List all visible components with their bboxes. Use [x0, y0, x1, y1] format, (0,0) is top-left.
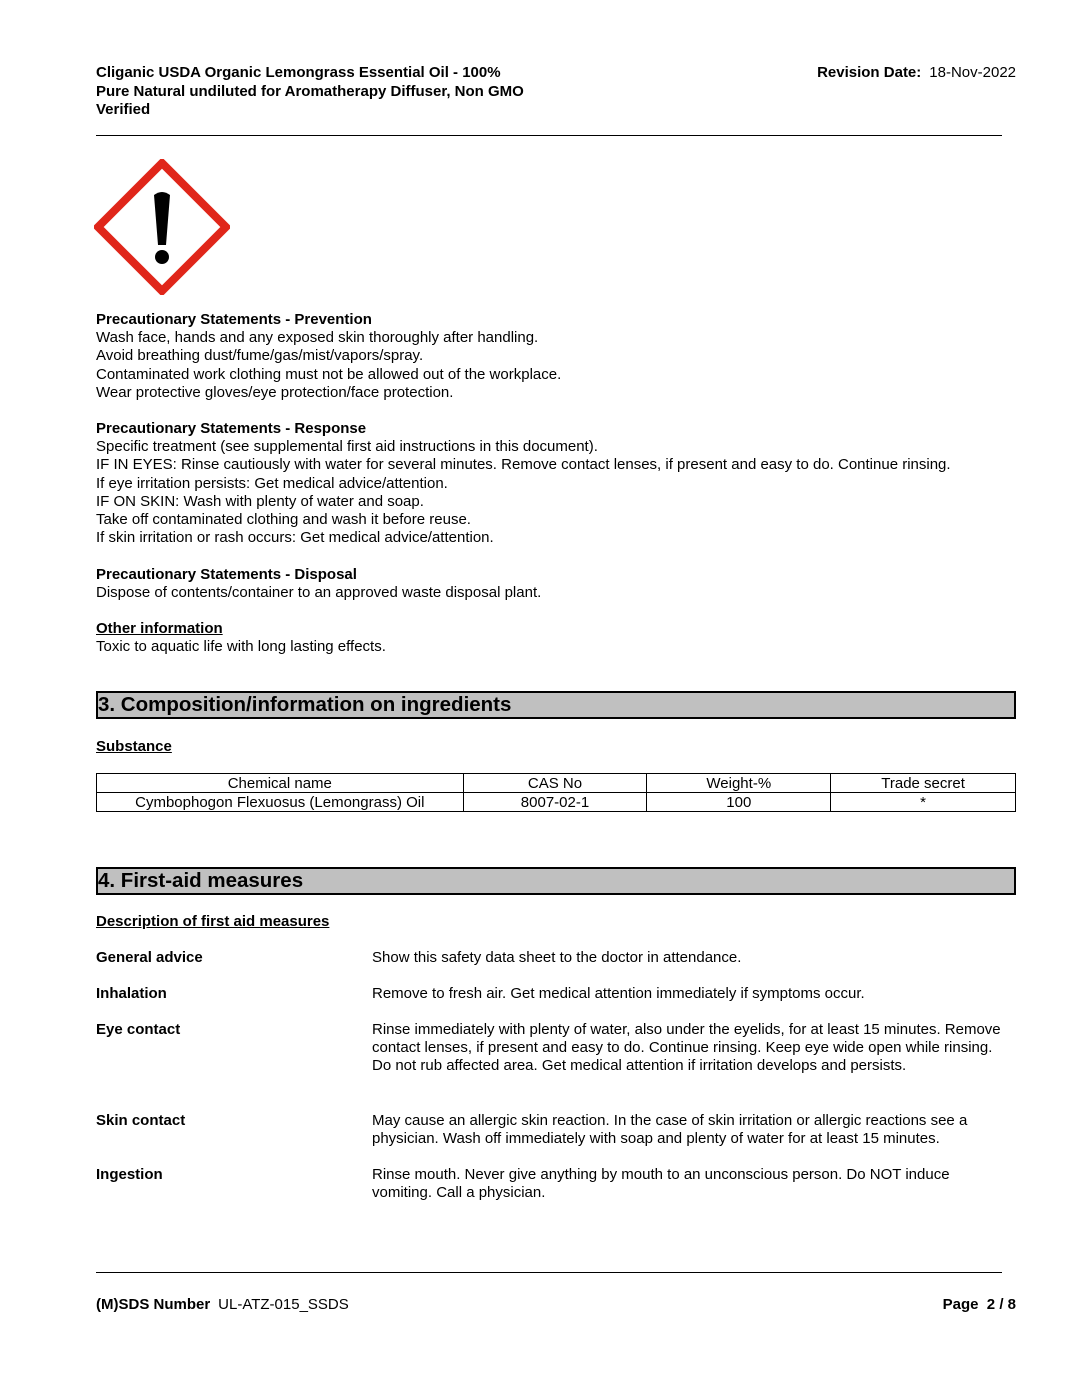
sds-number — [96, 1296, 349, 1314]
cell-trade-secret: * — [831, 793, 1016, 812]
first-aid-label: Skin contact — [96, 1112, 186, 1129]
response-line: IF ON SKIN: Wash with plenty of water and soap. — [96, 492, 424, 510]
first-aid-text: Rinse mouth. Never give anything by mouth to an unconscious person. Do NOT induce vomiting. Call a physician. — [372, 1166, 950, 1202]
first-aid-item — [96, 1112, 1016, 1152]
cell-cas-no: 8007-02-1 — [463, 793, 647, 812]
first-aid-label: Eye contact — [96, 1021, 181, 1038]
other-info-heading: Other information — [96, 620, 223, 637]
response-line: If eye irritation persists: Get medical advice/attention. — [96, 474, 448, 492]
page-number: Page 2 / 8 — [942, 1296, 1016, 1313]
prevention-block — [96, 311, 1016, 402]
disposal-block — [96, 566, 1016, 602]
section-4-title: 4. First-aid measures — [96, 867, 1016, 895]
first-aid-text: May cause an allergic skin reaction. In the case of skin irritation or allergic reactions see a physician. Wash off immediately with soap and plenty of water for at least 15 minutes. — [372, 1112, 968, 1148]
product-title-line-1: Cliganic USDA Organic Lemongrass Essential Oil - 100% — [96, 64, 501, 81]
revision-date-label: Revision Date: — [817, 64, 922, 81]
prevention-line: Contaminated work clothing must not be allowed out of the workplace. — [96, 365, 562, 383]
prevention-heading: Precautionary Statements - Prevention — [96, 311, 372, 328]
sds-number-label: (M)SDS Number — [96, 1296, 211, 1313]
composition-table — [96, 773, 1016, 812]
prevention-line: Avoid breathing dust/fume/gas/mist/vapors/spray. — [96, 347, 424, 365]
cell-weight: 100 — [647, 793, 831, 812]
footer-divider — [96, 1272, 1002, 1273]
first-aid-label: Inhalation — [96, 985, 167, 1002]
substance-label: Substance — [96, 738, 172, 755]
product-title — [96, 64, 616, 120]
revision-date — [817, 64, 1016, 82]
column-header-weight: Weight-% — [647, 774, 831, 793]
prevention-line: Wear protective gloves/eye protection/face protection. — [96, 383, 454, 401]
column-header-cas-no: CAS No — [463, 774, 647, 793]
first-aid-text: Remove to fresh air. Get medical attention immediately if symptoms occur. — [372, 985, 865, 1002]
section-3-title: 3. Composition/information on ingredients — [96, 691, 1016, 719]
disposal-heading: Precautionary Statements - Disposal — [96, 566, 357, 583]
cell-chemical-name: Cymbophogon Flexuosus (Lemongrass) Oil — [97, 793, 464, 812]
revision-date-value: 18-Nov-2022 — [929, 64, 1016, 81]
header-divider — [96, 135, 1002, 136]
first-aid-label: Ingestion — [96, 1166, 163, 1183]
response-line: Specific treatment (see supplemental first aid instructions in this document). — [96, 438, 598, 456]
first-aid-label: General advice — [96, 949, 203, 966]
first-aid-item — [96, 949, 1016, 969]
first-aid-text: Rinse immediately with plenty of water, also under the eyelids, for at least 15 minutes. Remove contact lenses, if present and easy to do. Continue rinsing. Keep eye wide open while rinsing. Do not rub affected area. Get medical attention if irritation develops and persists. — [372, 1021, 1001, 1075]
table-row — [97, 793, 1016, 812]
column-header-chemical-name: Chemical name — [97, 774, 464, 793]
response-heading: Precautionary Statements - Response — [96, 420, 367, 437]
first-aid-text: Show this safety data sheet to the doctor in attendance. — [372, 949, 742, 966]
response-line: Take off contaminated clothing and wash it before reuse. — [96, 511, 471, 529]
column-header-trade-secret: Trade secret — [831, 774, 1016, 793]
sds-number-value: UL-ATZ-015_SSDS — [218, 1296, 349, 1313]
first-aid-description-label: Description of first aid measures — [96, 913, 330, 930]
product-title-line-3: Verified — [96, 101, 151, 118]
first-aid-item — [96, 985, 1016, 1005]
table-header-row — [97, 774, 1016, 793]
response-line: IF IN EYES: Rinse cautiously with water for several minutes. Remove contact lenses, if present and easy to do. Continue rinsing. — [96, 456, 951, 474]
product-title-line-2: Pure Natural undiluted for Aromatherapy Diffuser, Non GMO — [96, 82, 524, 100]
disposal-line: Dispose of contents/container to an approved waste disposal plant. — [96, 584, 542, 602]
response-block — [96, 420, 1016, 547]
first-aid-item — [96, 1166, 1016, 1206]
other-info-line: Toxic to aquatic life with long lasting effects. — [96, 638, 386, 656]
first-aid-item — [96, 1021, 1016, 1096]
exclamation-mark-diamond-icon — [94, 159, 230, 295]
prevention-line: Wash face, hands and any exposed skin thoroughly after handling. — [96, 329, 539, 347]
sds-page — [96, 0, 1016, 1398]
response-line: If skin irritation or rash occurs: Get medical advice/attention. — [96, 529, 494, 547]
other-info-block — [96, 620, 1016, 656]
